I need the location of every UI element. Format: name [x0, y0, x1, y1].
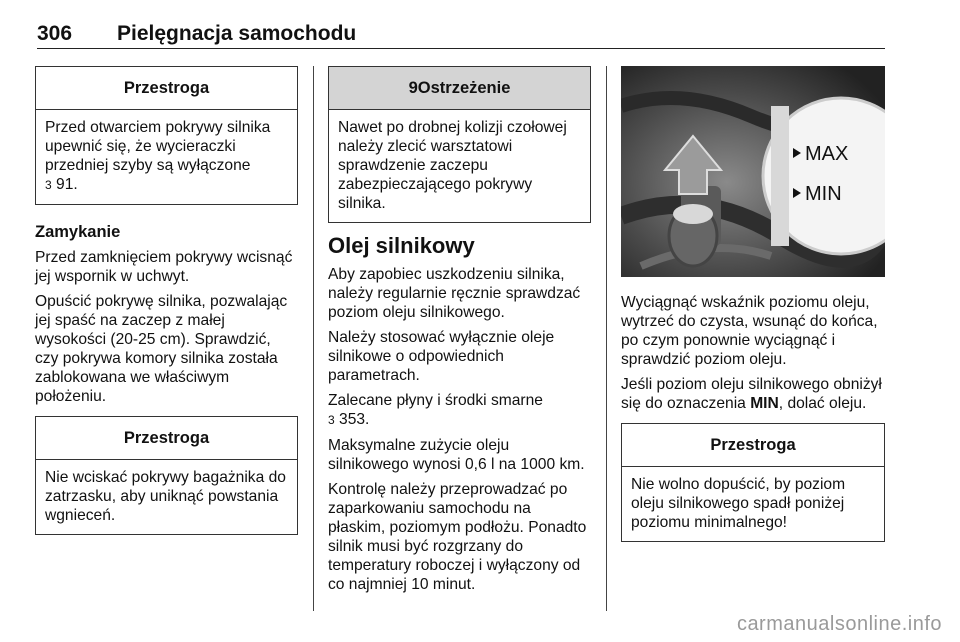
- caution-heading: Przestroga: [622, 424, 884, 467]
- paragraph-text: , dolać oleju.: [778, 395, 867, 412]
- paragraph: Należy stosować wyłącznie oleje silnikowe o odpowiednich parametrach.: [328, 329, 555, 384]
- caution-body: Nie wciskać pokrywy bagażnika do zatrzasku, aby uniknąć powstania wgnieceń.: [45, 469, 286, 524]
- paragraph-text: Jeśli poziom oleju silnikowego obniżył się do oznaczenia: [621, 376, 882, 412]
- column-divider: [313, 66, 314, 611]
- caution-body: Nie wolno dopuścić, by poziom oleju silnikowego spadł poniżej poziomu minimalnego!: [631, 476, 846, 531]
- caution-box: [621, 423, 885, 542]
- page-header: [37, 22, 885, 49]
- page-number: 306: [37, 22, 73, 45]
- warning-box: [328, 66, 591, 223]
- min-label: MIN: [805, 183, 842, 205]
- section-title-engine-oil: Olej silnikowy: [328, 233, 475, 258]
- caution-box: [35, 416, 298, 535]
- caution-box: [35, 66, 298, 205]
- dipstick-photo: [621, 66, 885, 277]
- min-mark: MIN: [750, 395, 779, 412]
- column-1: [35, 66, 298, 535]
- paragraph: Opuścić pokrywę silnika, pozwalając jej spaść na zaczep z małej wysokości (20-25 cm). Sprawdzić, czy pokrywa komory silnika została zablokowana we właściwym położeniu.: [35, 293, 288, 405]
- section-heading-zamykanie: Zamykanie: [35, 223, 121, 241]
- paragraph: Aby zapobiec uszkodzeniu silnika, należy regularnie ręcznie sprawdzać poziom oleju silnikowego.: [328, 266, 581, 321]
- max-label: MAX: [805, 143, 849, 165]
- paragraph: [328, 391, 591, 430]
- paragraph: Maksymalne zużycie oleju silnikowego wynosi 0,6 l na 1000 km.: [328, 437, 585, 473]
- engine-illustration: [621, 66, 885, 277]
- page-ref-link[interactable]: 91.: [56, 176, 78, 193]
- caution-body: [36, 110, 297, 204]
- watermark: carmanualsonline.info: [736, 613, 942, 635]
- caution-text: Przed otwarciem pokrywy silnika upewnić się, że wycieraczki przedniej szyby są wyłączone: [45, 119, 271, 174]
- warning-body: Nawet po drobnej kolizji czołowej należy zlecić warsztatowi sprawdzenie zaczepu zabezpieczającego pokrywy silnika.: [338, 119, 567, 212]
- column-divider: [606, 66, 607, 611]
- caution-heading: Przestroga: [36, 67, 297, 110]
- warning-title: Ostrzeżenie: [417, 79, 511, 97]
- page-ref-icon: 3: [328, 413, 335, 427]
- page-ref-link[interactable]: 353.: [339, 411, 370, 428]
- warning-icon: 9: [408, 79, 418, 97]
- warning-heading: [329, 67, 590, 110]
- page-title: Pielęgnacja samochodu: [117, 22, 357, 45]
- column-2: [328, 66, 591, 600]
- paragraph: Kontrolę należy przeprowadzać po zaparkowaniu samochodu na płaskim, poziomym podłożu. Ponadto silnik musi być rozgrzany do temperatury roboczej i wyłączony od co najmniej 10 minut.: [328, 481, 587, 593]
- paragraph-text: Zalecane płyny i środki smarne: [328, 392, 543, 409]
- caution-heading: Przestroga: [36, 417, 297, 460]
- paragraph: Wyciągnąć wskaźnik poziomu oleju, wytrzeć do czysta, wsunąć do końca, po czym ponownie wyciągnąć i sprawdzić poziom oleju.: [621, 294, 878, 368]
- page-ref-icon: 3: [45, 178, 52, 192]
- paragraph: Przed zamknięciem pokrywy wcisnąć jej wspornik w uchwyt.: [35, 249, 293, 285]
- paragraph: [621, 375, 885, 413]
- column-3: [621, 66, 885, 542]
